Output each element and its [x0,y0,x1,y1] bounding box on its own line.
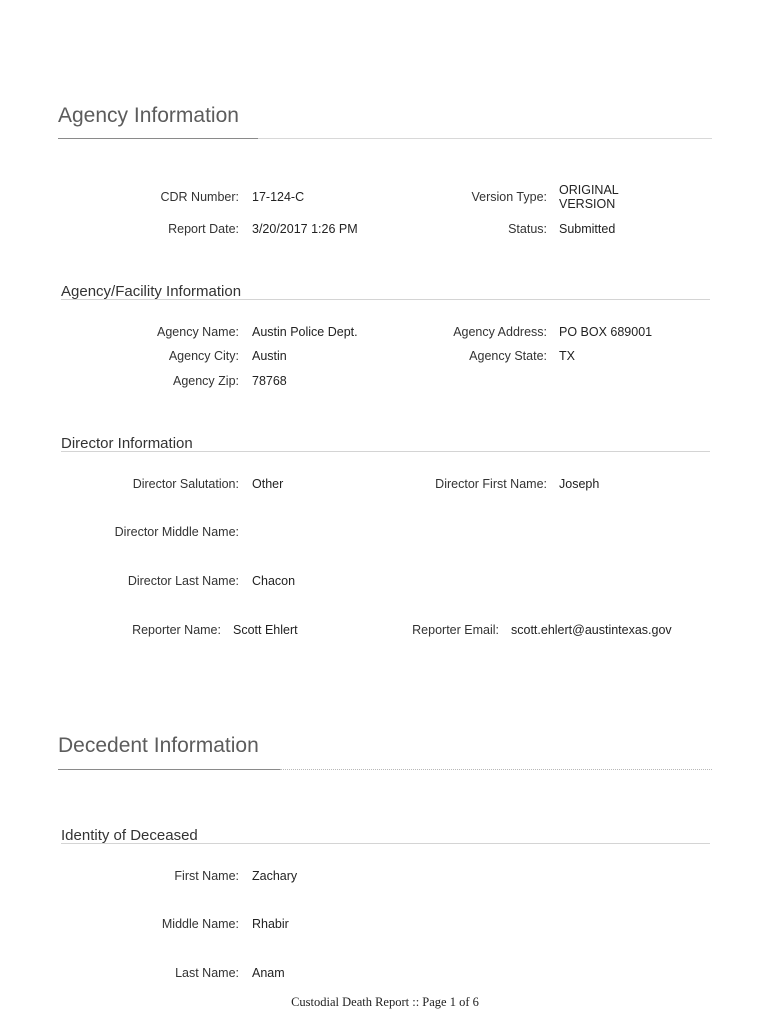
director-salutation-label: Director Salutation: [132,477,239,491]
cdr-number-value: 17-124-C [252,190,305,204]
director-last-name-label: Director Last Name: [127,574,239,588]
subsection-title-agency-facility: Agency/Facility Information [61,283,242,300]
last-name-label: Last Name: [175,966,239,980]
agency-city-value: Austin [252,349,287,363]
middle-name-label: Middle Name: [161,917,239,931]
subsection-rule [61,451,710,452]
subsection-rule [61,299,710,300]
agency-state-value: TX [559,349,575,363]
cdr-number-label: CDR Number: [160,190,239,204]
page-footer: Custodial Death Report :: Page 1 of 6 [291,995,479,1009]
reporter-name-value: Scott Ehlert [233,623,298,637]
agency-city-label: Agency City: [168,349,239,363]
reporter-name-label: Reporter Name: [132,623,221,637]
middle-name-value: Rhabir [252,917,289,931]
section-rule [258,138,712,139]
agency-address-label: Agency Address: [453,325,547,339]
subsection-title-identity: Identity of Deceased [61,827,198,844]
agency-name-value: Austin Police Dept. [252,325,358,339]
first-name-label: First Name: [174,869,239,883]
reporter-email-value: scott.ehlert@austintexas.gov [511,623,672,637]
version-type-label: Version Type: [471,190,547,204]
agency-name-label: Agency Name: [157,325,239,339]
reporter-email-label: Reporter Email: [412,623,499,637]
status-value: Submitted [559,222,616,236]
version-type-value-line2: VERSION [559,197,616,211]
status-label: Status: [508,222,547,236]
section-rule [280,769,712,770]
director-middle-name-label: Director Middle Name: [114,525,239,539]
section-rule-accent [58,769,280,770]
last-name-value: Anam [252,966,285,980]
version-type-value-line1: ORIGINAL [559,183,619,197]
subsection-title-director: Director Information [61,435,193,452]
director-salutation-value: Other [252,477,284,491]
subsection-rule [61,843,710,844]
agency-zip-value: 78768 [252,374,287,388]
section-title-decedent-information: Decedent Information [58,734,259,757]
agency-zip-label: Agency Zip: [172,374,239,388]
section-rule-accent [58,138,258,139]
agency-state-label: Agency State: [469,349,547,363]
agency-address-value: PO BOX 689001 [559,325,653,339]
section-title-agency-information: Agency Information [58,104,239,127]
director-first-name-value: Joseph [559,477,600,491]
report-date-label: Report Date: [168,222,239,236]
version-type-value [559,183,619,211]
first-name-value: Zachary [252,869,298,883]
director-last-name-value: Chacon [252,574,296,588]
director-first-name-label: Director First Name: [435,477,547,491]
report-date-value: 3/20/2017 1:26 PM [252,222,358,236]
